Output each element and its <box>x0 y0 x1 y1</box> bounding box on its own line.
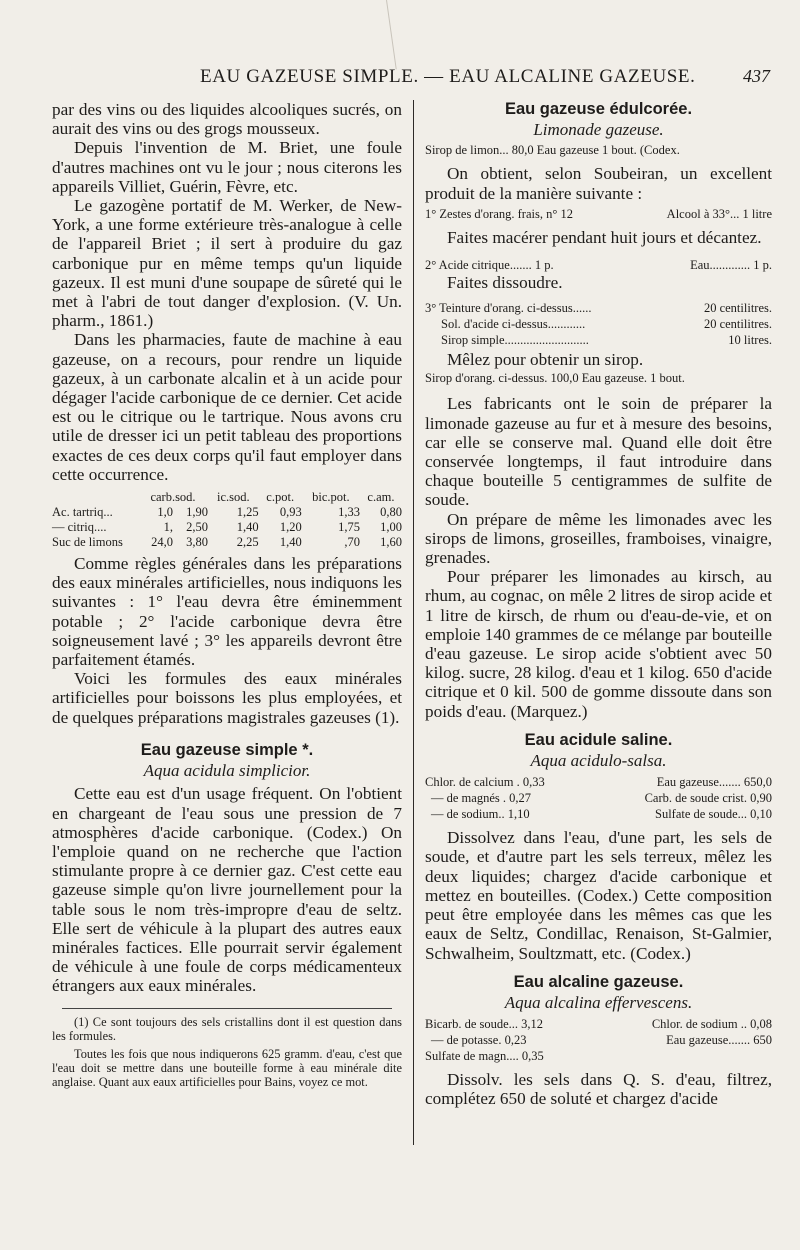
paragraph: Faites macérer pendant huit jours et décantez. <box>447 227 762 247</box>
section-subtitle: Aqua alcalina effervescens. <box>504 992 693 1012</box>
footnote-rule <box>62 1008 392 1009</box>
formula-item: Eau gazeuse....... 650 <box>666 1033 772 1048</box>
formula-line <box>425 300 772 316</box>
paragraph: Depuis l'invention de M. Briet, une foule d'autres machines ont vu le jour ; nous citerons les appareils Villiet, Guérin, Fèvre, etc. <box>52 138 402 196</box>
table-header-cell <box>52 490 138 505</box>
table-row <box>52 505 402 520</box>
footnote: (1) Ce sont toujours des sels cristallins dont il est question dans les formules. <box>52 1014 402 1043</box>
paragraph: Cette eau est d'un usage fréquent. On l'obtient en chargeant de l'eau sous une pression de 7 atmosphères d'acide carbonique. (Codex.) On l'emploie quand on ne recherche que l'action stimulante propre à ce dernier gaz. C'est cette eau gazeuse simple qu'on livre journellement pour la table sous le nom très-impropre d'eau de seltz. Elle sert de véhicule à la plupart des autres eaux minérales factices. Elle pourrait servir également de véhicule à une foule de corps médicamenteux étrangers aux eaux minérales. <box>52 784 402 996</box>
table-cell: 1,40 <box>236 520 259 535</box>
formula-item: Sulfate de soude... 0,10 <box>655 807 772 822</box>
formula-item: Eau gazeuse....... 650,0 <box>656 775 772 790</box>
paragraph: Les fabricants ont le soin de préparer la limonade gazeuse au fur et à mesure des besoins, car elle se conserve mal. Quand elle doit être conservée longtemps, il faut introduire dans chaque bouteille 5 centigrammes de sulfite de soude. <box>425 394 772 510</box>
formula-item: 20 centilitres. <box>703 301 772 316</box>
table-cell: 1,0 <box>157 505 173 520</box>
formula-item: Chlor. de calcium . 0,33 <box>425 775 545 790</box>
table-cell: 24,0 <box>151 535 173 550</box>
formula-line <box>425 1016 772 1032</box>
section-subtitle: Aqua acidulo-salsa. <box>530 751 667 771</box>
formula-item: Carb. de soude crist. 0,90 <box>644 791 772 806</box>
formula-line <box>425 1048 772 1064</box>
table-cell: 1,33 <box>338 505 360 520</box>
running-title: EAU GAZEUSE SIMPLE. — EAU ALCALINE GAZEUSE. <box>200 66 696 87</box>
table-cell: 0,93 <box>279 505 302 520</box>
paragraph: Dissolvez dans l'eau, d'une part, les sels de soude, et d'autre part les sels terreux, mêlez les deux liquides; chargez d'acide carbonique et mettez en bouteilles. (Codex.) Cette composition peut être employée dans les mêmes cas que les eaux de Seltz, Condillac, Renaison, St-Galmier, Schwalheim, Soultzmatt, etc. (Codex.) <box>425 828 772 963</box>
formula-line: Sirop d'orang. ci-dessus. 100,0 Eau gazeuse. 1 bout. <box>425 371 685 386</box>
paragraph: On obtient, selon Soubeiran, un excellent produit de la manière suivante : <box>425 164 772 203</box>
formula-item: 1° Zestes d'orang. frais, n° 12 <box>425 206 573 221</box>
formula-item: — de sodium.. 1,10 <box>431 807 530 822</box>
formula-line <box>425 774 772 790</box>
section-subtitle: Limonade gazeuse. <box>533 120 664 140</box>
formula-item: 2° Acide citrique....... 1 p. <box>425 258 554 273</box>
formula-item: Sirop simple........................... <box>441 333 589 348</box>
table-cell: 1,00 <box>380 520 402 535</box>
paragraph: Le gazogène portatif de M. Werker, de New-York, a une forme extérieure très-analogue à celle de l'appareil Briet ; il sert à produire du gaz carbonique pur en même temps qu'un liquide gazeux. Il est muni d'une soupape de sûreté qui le met à l'abri de tout danger d'explosion. (V. Un. pharm., 1861.) <box>52 196 402 331</box>
table-row <box>52 535 402 550</box>
table-header-cell: ic.sod. <box>217 490 250 505</box>
table-cell: ,70 <box>344 535 360 550</box>
table-header-cell: c.pot. <box>266 490 295 505</box>
formula-line: Sirop de limon... 80,0 Eau gazeuse 1 bout. (Codex. <box>425 143 680 158</box>
proportion-table <box>52 490 402 550</box>
table-cell: 2,25 <box>236 535 259 550</box>
formula-line <box>425 257 772 273</box>
section-heading: Eau alcaline gazeuse. <box>513 972 684 991</box>
running-header <box>52 66 770 90</box>
table-header-cell: carb.sod. <box>150 490 196 505</box>
table-cell: 1, <box>163 520 173 535</box>
formula-item: Alcool à 33°... 1 litre <box>666 206 772 221</box>
formula-item: Eau............. 1 p. <box>690 258 772 273</box>
section-subtitle: Aqua acidula simplicior. <box>143 761 311 781</box>
table-cell: 0,80 <box>380 505 402 520</box>
table-cell: Suc de limons <box>52 535 123 550</box>
formula-item: — de potasse. 0,23 <box>431 1033 527 1048</box>
table-row <box>52 520 402 535</box>
formula-item: Chlor. de sodium .. 0,08 <box>651 1017 772 1032</box>
formula-item: 20 centilitres. <box>703 317 772 332</box>
table-cell: 2,50 <box>186 520 208 535</box>
table-cell: Ac. tartriq... <box>52 505 113 520</box>
formula-block <box>425 774 772 822</box>
formula-block <box>425 300 772 348</box>
table-header-row <box>52 490 402 505</box>
formula-block <box>425 1016 772 1064</box>
formula-item: 10 litres. <box>728 333 772 348</box>
formula-line <box>425 316 772 332</box>
footnote: Toutes les fois que nous indiquerons 625 gramm. d'eau, c'est que l'eau doit se mettre dans une bouteille forme à eau minérale dite anglaise. Quant aux eaux artificielles pour Bains, voyez ce mot. <box>52 1046 402 1089</box>
table-header-cell: c.am. <box>367 490 395 505</box>
section-heading: Eau gazeuse édulcorée. <box>504 100 693 118</box>
section-heading: Eau acidule saline. <box>524 730 673 749</box>
paragraph: Faites dissoudre. <box>447 273 563 293</box>
formula-line <box>425 332 772 348</box>
paragraph: Pour préparer les limonades au kirsch, au rhum, au cognac, on mêle 2 litres de sirop acide et 1 litre de kirsch, de rhum ou d'eau-de-vie, et on emploie 140 grammes de ce mélange par bouteille d'eau gazeuse. Le sirop acide s'obtient avec 50 kilog. sucre, 28 kilog. d'eau et 1 kilog. 650 d'acide citrique et 0 kil. 500 de gomme dissoute dans son poids d'eau. (Marquez.) <box>425 567 772 721</box>
table-cell: 1,25 <box>236 505 259 520</box>
formula-item: — de magnés . 0,27 <box>431 791 531 806</box>
formula-item: Sulfate de magn.... 0,35 <box>425 1049 544 1064</box>
page-number: 437 <box>743 66 770 86</box>
table-cell: 3,80 <box>186 535 208 550</box>
section-heading: Eau gazeuse simple *. <box>140 740 314 759</box>
table-cell: — citriq.... <box>52 520 107 535</box>
table-cell: 1,20 <box>279 520 302 535</box>
formula-line <box>425 1032 772 1048</box>
paragraph: Mêlez pour obtenir un sirop. <box>447 350 644 370</box>
table-cell: 1,75 <box>338 520 360 535</box>
formula-item: Sol. d'acide ci-dessus............ <box>441 317 586 332</box>
table-cell: 1,90 <box>186 505 208 520</box>
page-crease <box>386 0 397 69</box>
formula-line <box>425 790 772 806</box>
paragraph: Dans les pharmacies, faute de machine à eau gazeuse, on a recours, pour rendre un liquide gazeux, à un carbonate alcalin et à un acide pour dégager l'acide carbonique de ce dernier. Cet acide est ou le citrique ou le tartrique. Nous avons cru utile de dresser ici un petit tableau des proportions exactes de ces deux corps qu'il faut employer dans cette occurrence. <box>52 330 402 484</box>
table-header-cell: bic.pot. <box>312 490 350 505</box>
paragraph: Voici les formules des eaux minérales artificielles pour boissons les plus employées, et de quelques préparations magistrales gazeuses (1). <box>52 669 402 727</box>
paragraph: par des vins ou des liquides alcooliques sucrés, on aurait des vins ou des grogs mousseux. <box>52 100 402 139</box>
left-column <box>52 100 402 1089</box>
table-cell: 1,40 <box>279 535 302 550</box>
formula-line <box>425 206 772 222</box>
formula-item: 3° Teinture d'orang. ci-dessus...... <box>425 301 592 316</box>
formula-item: Bicarb. de soude... 3,12 <box>425 1017 544 1032</box>
table-cell: 1,60 <box>380 535 402 550</box>
formula-line <box>425 806 772 822</box>
column-divider <box>413 100 414 1145</box>
paragraph: On prépare de même les limonades avec les sirops de limons, groseilles, framboises, vinaigre, grenades. <box>425 509 772 568</box>
paragraph: Comme règles générales dans les préparations des eaux minérales artificielles, nous indiquons les suivantes : 1° l'eau devra être éminemment potable ; 2° l'acide carbonique devra être soigneusement lavé ; 3° les appareils devront être parfaitement étamés. <box>52 554 402 670</box>
right-column <box>425 100 772 1109</box>
paragraph: Dissolv. les sels dans Q. S. d'eau, filtrez, complétez 650 de soluté et chargez d'acide <box>425 1070 772 1109</box>
